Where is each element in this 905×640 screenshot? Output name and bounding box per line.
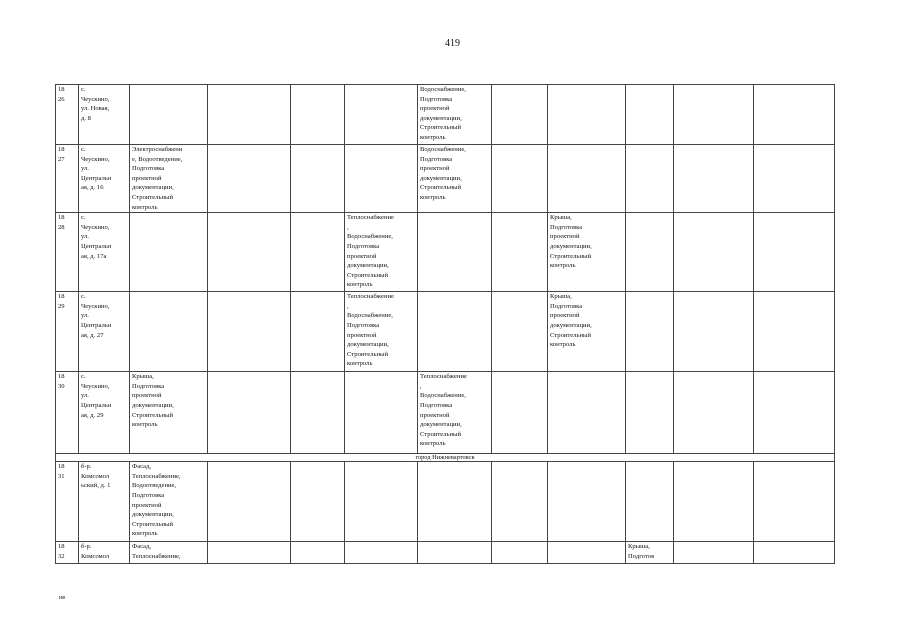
work-cell bbox=[345, 145, 418, 213]
work-cell bbox=[492, 542, 548, 564]
work-cell: Водоснабжение, Подготовка проектной документации, Строительный контроль bbox=[418, 145, 492, 213]
work-cell bbox=[674, 292, 754, 372]
page-number: 419 bbox=[445, 38, 460, 49]
footer-mark: нв bbox=[59, 595, 66, 601]
table-row bbox=[56, 462, 835, 542]
work-cell bbox=[291, 145, 345, 213]
work-cell bbox=[130, 85, 208, 145]
work-cell bbox=[345, 542, 418, 564]
work-cell bbox=[208, 462, 291, 542]
work-cell bbox=[674, 85, 754, 145]
work-cell: Крыша, Подготовка проектной документации, Строительный контроль bbox=[548, 292, 626, 372]
work-cell bbox=[208, 145, 291, 213]
work-cell bbox=[754, 85, 835, 145]
row-number: 18 31 bbox=[56, 462, 79, 542]
work-cell bbox=[626, 292, 674, 372]
work-cell bbox=[674, 213, 754, 292]
work-cell bbox=[291, 462, 345, 542]
address-cell: с. Чеускино, ул. Центральн ая, д. 17а bbox=[79, 213, 130, 292]
section-row bbox=[56, 454, 835, 462]
work-cell bbox=[208, 292, 291, 372]
work-cell bbox=[418, 542, 492, 564]
work-cell bbox=[548, 462, 626, 542]
address-cell: б-р. Комсомол ьский, д. 1 bbox=[79, 462, 130, 542]
work-cell bbox=[754, 462, 835, 542]
work-cell bbox=[418, 462, 492, 542]
work-cell bbox=[548, 372, 626, 454]
work-cell: Крыша, Подготовка проектной документации, Строительный контроль bbox=[548, 213, 626, 292]
work-cell bbox=[345, 372, 418, 454]
work-cell bbox=[345, 462, 418, 542]
work-cell bbox=[754, 145, 835, 213]
work-cell bbox=[130, 292, 208, 372]
work-cell bbox=[548, 145, 626, 213]
work-cell bbox=[492, 292, 548, 372]
works-table bbox=[55, 84, 835, 564]
work-cell: Крыша, Подготов bbox=[626, 542, 674, 564]
work-cell bbox=[548, 542, 626, 564]
row-number: 18 26 bbox=[56, 85, 79, 145]
work-cell: Фасад, Теплоснабжение, bbox=[130, 542, 208, 564]
work-cell bbox=[208, 542, 291, 564]
table-row bbox=[56, 85, 835, 145]
work-cell bbox=[291, 85, 345, 145]
work-cell bbox=[208, 85, 291, 145]
work-cell bbox=[492, 145, 548, 213]
work-cell bbox=[345, 85, 418, 145]
work-cell: Теплоснабжение , Водоснабжение, Подготовка проектной документации, Строительный контроль bbox=[345, 213, 418, 292]
work-cell bbox=[492, 372, 548, 454]
work-cell: Теплоснабжение , Водоснабжение, Подготовка проектной документации, Строительный контроль bbox=[345, 292, 418, 372]
work-cell bbox=[674, 542, 754, 564]
work-cell bbox=[130, 213, 208, 292]
row-number: 18 28 bbox=[56, 213, 79, 292]
address-cell: с. Чеускино, ул. Новая, д. 8 bbox=[79, 85, 130, 145]
address-cell: с. Чеускино, ул. Центральн ая, д. 29 bbox=[79, 372, 130, 454]
work-cell bbox=[418, 213, 492, 292]
work-cell bbox=[291, 372, 345, 454]
work-cell: Крыша, Подготовка проектной документации, Строительный контроль bbox=[130, 372, 208, 454]
work-cell bbox=[626, 372, 674, 454]
work-cell bbox=[674, 145, 754, 213]
address-cell: б-р. Комсомол bbox=[79, 542, 130, 564]
address-cell: с. Чеускино, ул. Центральн ая, д. 27 bbox=[79, 292, 130, 372]
work-cell bbox=[208, 372, 291, 454]
address-cell: с. Чеускино, ул. Центральн ая, д. 16 bbox=[79, 145, 130, 213]
work-cell bbox=[754, 292, 835, 372]
row-number: 18 32 bbox=[56, 542, 79, 564]
row-number: 18 29 bbox=[56, 292, 79, 372]
work-cell bbox=[418, 292, 492, 372]
work-cell bbox=[291, 213, 345, 292]
work-cell: Фасад, Теплоснабжение, Водоотведение, Подготовка проектной документации, Строительный контроль bbox=[130, 462, 208, 542]
work-cell bbox=[492, 213, 548, 292]
work-cell bbox=[674, 462, 754, 542]
work-cell bbox=[208, 213, 291, 292]
work-cell: Электроснабжени е, Водоотведение, Подготовка проектной документации, Строительный контроль bbox=[130, 145, 208, 213]
work-cell bbox=[291, 292, 345, 372]
table-row bbox=[56, 145, 835, 213]
table-row bbox=[56, 542, 835, 564]
work-cell: Теплоснабжение , Водоснабжение, Подготовка проектной документации, Строительный контроль bbox=[418, 372, 492, 454]
work-cell bbox=[674, 372, 754, 454]
work-cell bbox=[291, 542, 345, 564]
work-cell: Водоснабжение, Подготовка проектной документации, Строительный контроль bbox=[418, 85, 492, 145]
table-row bbox=[56, 372, 835, 454]
work-cell bbox=[754, 542, 835, 564]
work-cell bbox=[548, 85, 626, 145]
work-cell bbox=[492, 85, 548, 145]
row-number: 18 30 bbox=[56, 372, 79, 454]
work-cell bbox=[626, 462, 674, 542]
row-number: 18 27 bbox=[56, 145, 79, 213]
section-heading: город Нижневартовск bbox=[56, 454, 835, 462]
work-cell bbox=[492, 462, 548, 542]
work-cell bbox=[754, 213, 835, 292]
table-row bbox=[56, 213, 835, 292]
work-cell bbox=[626, 85, 674, 145]
work-cell bbox=[626, 213, 674, 292]
work-cell bbox=[626, 145, 674, 213]
work-cell bbox=[754, 372, 835, 454]
table-row bbox=[56, 292, 835, 372]
